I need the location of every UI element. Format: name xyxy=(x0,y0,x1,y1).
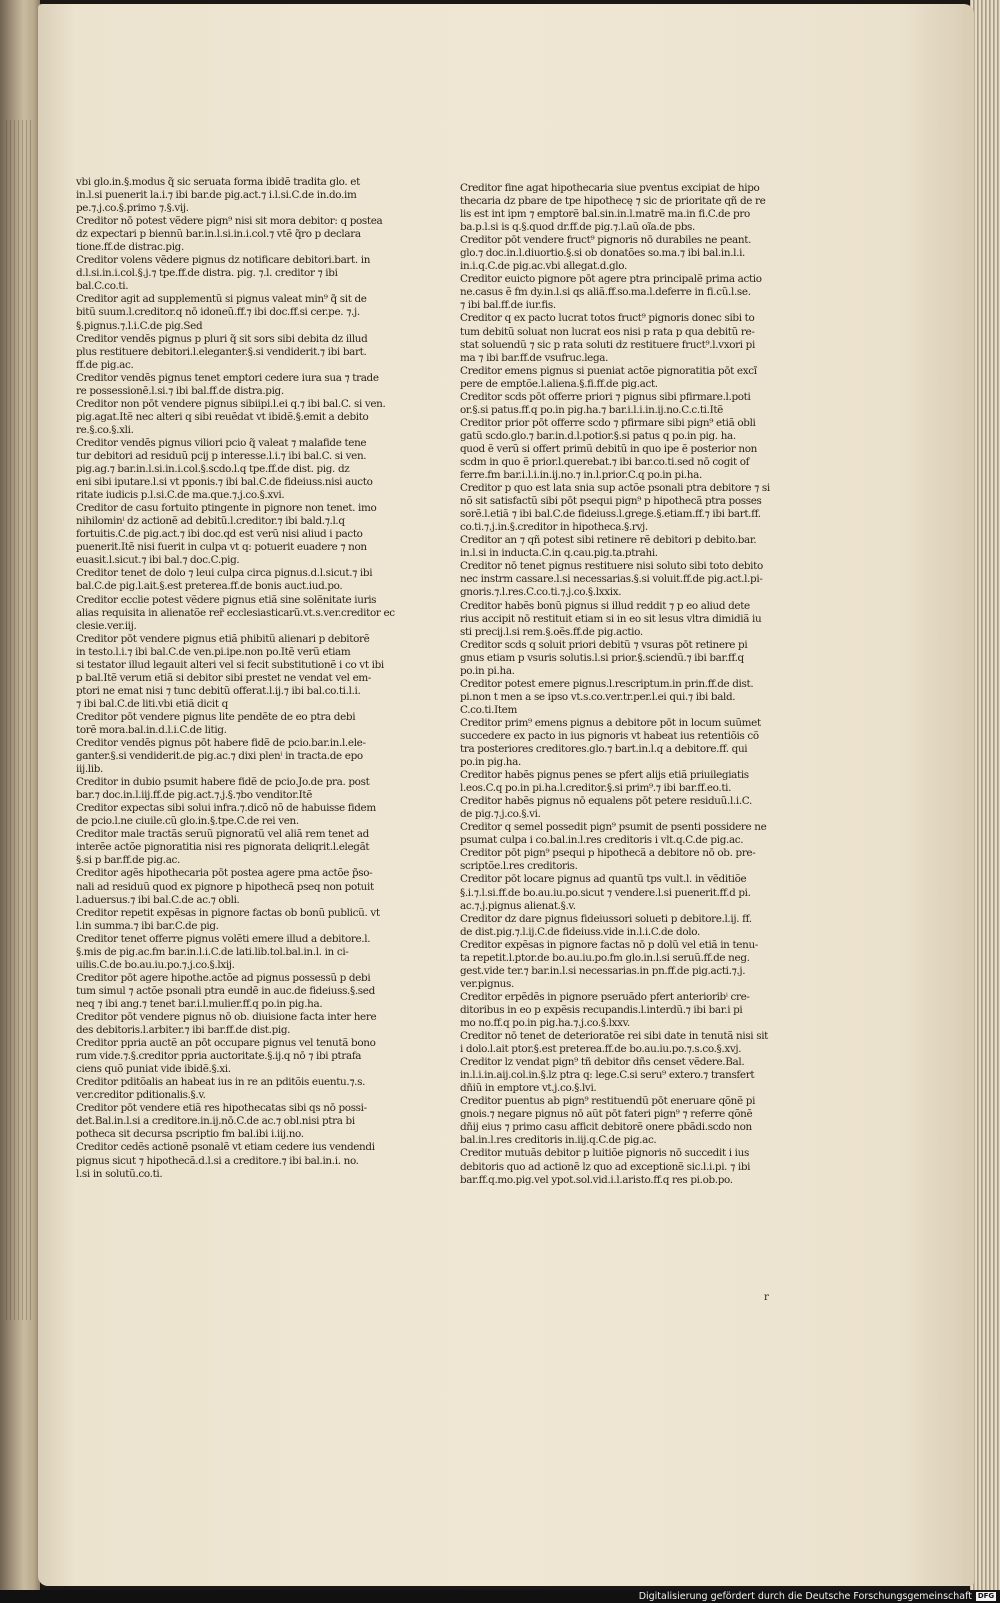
text-line: pe.⁊.j.co.§.primo ⁊.§.vij. xyxy=(76,202,189,215)
text-line: po.in pi.ha. xyxy=(460,664,515,677)
text-line: succedere ex pacto in ius pignoris vt habeat ius retentiõis cõ xyxy=(460,729,759,742)
text-line: quod ẽ verũ si offert primũ debitũ in quo ipe ẽ posterior non xyxy=(460,442,757,455)
text-line: l.in summa.⁊ ibi bar.C.de pig. xyxy=(76,919,219,932)
text-line: §.pignus.⁊.l.i.C.de pig.Sed xyxy=(76,319,203,332)
text-line: Creditor volens vẽdere pignus dz notificare debitori.bart. in xyxy=(76,254,371,267)
text-line: gatũ scdo.glo.⁊ bar.in.d.l.potior.§.si patus q po.in pig. ha. xyxy=(460,429,736,442)
text-line: Creditor vendẽs pignus viliori pcio q̃ valeat ⁊ malafide tene xyxy=(76,436,367,449)
text-line: re possessionẽ.l.si.⁊ ibi bal.ff.de distra.pig. xyxy=(76,384,284,397)
text-line: Creditor pōt vendere pignus lite pendẽte de eo ptra debi xyxy=(76,710,356,723)
text-line: de pcio.l.ne ciuile.cũ glo.in.§.tpe.C.de rei ven. xyxy=(76,815,299,828)
text-line: gest.vide ter.⁊ bar.in.l.si necessarias.in pn.ff.de pig.acti.⁊.j. xyxy=(460,964,746,977)
text-line: ba.p.l.si is q.§.quod dr.ff.de pig.⁊.l.aũ oĩa.de pbs. xyxy=(460,221,695,234)
text-line: bar.⁊ doc.in.l.iij.ff.de pig.act.⁊.j.§.⁊bo venditor.Itẽ xyxy=(76,789,313,802)
text-line: bal.C.co.ti. xyxy=(76,280,129,293)
text-line: Creditor an ⁊ qñ potest sibi retinere rẽ debitori p debito.bar. xyxy=(460,534,757,547)
text-line: lis est int ipm ⁊ emptorẽ bal.sin.in.l.matrẽ ma.in fi.C.de pro xyxy=(460,208,750,221)
text-line: ta repetit.l.ptor.de bo.au.iu.po.fm glo.in.l.si seruũ.ff.de neg. xyxy=(460,951,750,964)
text-line: in.l.si puenerit la.i.⁊ ibi bar.de pig.act.⁊ i.l.si.C.de in.do.im xyxy=(76,189,357,202)
text-line: Creditor agẽs hipothecaria pōt postea agere pma actõe p̃so- xyxy=(76,867,373,880)
text-line: l.eos.C.q po.in pi.ha.l.creditor.§.si prim⁹.⁊ ibi bar.ff.eo.ti. xyxy=(460,782,732,795)
text-line: ditoribus in eo p expẽsis recupandis.l.interdũ.⁊ ibi bar.i pi xyxy=(460,1003,743,1016)
text-line: Creditor nō tenet de deterioratõe rei sibi date in tenutã nisi sit xyxy=(460,1030,769,1043)
text-line: potheca sit decursa pscriptio fm bal.ibi i.iij.no. xyxy=(76,1128,304,1141)
book-binding xyxy=(0,0,40,1590)
text-line: thecaria dz pbare de tpe hipothecę ⁊ sic de prioritate qñ de re xyxy=(460,195,766,208)
text-line: Creditor nō tenet pignus restituere nisi soluto sibi toto debito xyxy=(460,560,763,573)
text-line: torẽ mora.bal.in.d.l.i.C.de litig. xyxy=(76,723,227,736)
text-line: alias requisita in alienatõe rer̃ ecclesiasticarũ.vt.s.ver.creditor ec xyxy=(76,606,395,619)
text-line: po.in pig.ha. xyxy=(460,756,521,769)
text-line: Creditor expẽsas in pignore factas nō p dolũ vel etiã in tenu- xyxy=(460,938,758,951)
text-line: glo.⁊ doc.in.l.diuortio.§.si ob donatões so.ma.⁊ ibi bal.in.l.i. xyxy=(460,247,746,260)
text-line: Creditor mutuãs debitor p luitiõe pignoris nō succedit i ius xyxy=(460,1147,749,1160)
text-line: in.i.q.C.de pig.ac.vbi allegat.d.glo. xyxy=(460,260,627,273)
text-line: tum debitũ soluat non lucrat eos nisi p rata p qua debitũ re- xyxy=(460,325,755,338)
text-line: tra posteriores creditores.glo.⁊ bart.in.l.q a debitore.ff. qui xyxy=(460,743,748,756)
text-line: ciens quõ puniat vide ibidẽ.§.xi. xyxy=(76,1063,231,1076)
text-line: Creditor pditõalis an habeat ius in re an pditõis euentu.⁊.s. xyxy=(76,1076,366,1089)
text-line: sorẽ.l.etiã ⁊ ibi bal.C.de fideiuss.l.grege.§.etiam.ff.⁊ ibi bart.ff. xyxy=(460,508,761,521)
text-line: Creditor vendẽs pignus p pluri q̃ sit sors sibi debita dz illud xyxy=(76,332,368,345)
text-line: ff.de pig.ac. xyxy=(76,358,134,371)
text-line: Creditor pōt vendere pignus nō ob. diuisione facta inter here xyxy=(76,1011,377,1023)
text-line: dz expectari p biennũ bar.in.l.si.in.i.col.⁊ vtẽ q̃ro p declara xyxy=(76,228,361,241)
text-line: Creditor cedẽs actionẽ psonalẽ vt etiam cedere ius vendendi xyxy=(76,1141,375,1154)
text-line: Creditor emens pignus si pueniat actõe pignoratitia pōt excĩ xyxy=(460,364,757,377)
text-line: ver.pignus. xyxy=(460,977,514,990)
text-line: tum simul ⁊ actõe psonali ptra eundẽ in auc.de fideiuss.§.sed xyxy=(76,984,375,997)
text-line: ne.casus ẽ fm dy.in.l.si qs aliã.ff.so.ma.l.deferre in fi.cũ.l.se. xyxy=(460,286,751,299)
text-line: Creditor scds q soluit priori debitũ ⁊ vsuras pōt retinere pi xyxy=(460,638,748,651)
text-line: Creditor pōt vendere fruct⁹ pignoris nō durabiles ne peant. xyxy=(460,234,752,247)
text-line: Creditor ecclie potest vẽdere pignus etiã sine solẽnitate iuris xyxy=(76,593,377,606)
text-line: dñiũ in emptore vt.j.co.§.lvi. xyxy=(460,1082,597,1095)
text-line: Creditor pōt agere hipothe.actõe ad pignus possessũ p debi xyxy=(76,971,371,984)
text-line: puenerit.Itẽ nisi fuerit in culpa vt q: potuerit euadere ⁊ non xyxy=(76,541,367,554)
text-line: ⁊ ibi bal.ff.de iur.fis. xyxy=(460,299,556,312)
text-line: Creditor tenet offerre pignus volẽti emere illud a debitore.l. xyxy=(76,932,371,945)
text-line: nõ sit satisfactũ sibi pōt psequi pign⁹ p hipothecã ptra posses xyxy=(460,495,762,508)
text-line: ac.⁊.j.pignus alienat.§.v. xyxy=(460,899,576,912)
text-line: de pig.⁊.j.co.§.vi. xyxy=(460,808,541,821)
text-line: neq ⁊ ibi ang.⁊ tenet bar.i.l.mulier.ff.q po.in pig.ha. xyxy=(76,997,323,1010)
text-line: in.l.i.in.aij.col.in.§.lz ptra q: lege.C.si seru⁹ extero.⁊ transfert xyxy=(460,1069,755,1082)
text-line: Creditor prior pōt offerre scdo ⁊ pfirmare sibi pign⁹ etiã obli xyxy=(460,416,756,429)
text-line: l.aduersus.⁊ ibi bal.C.de ac.⁊ obli. xyxy=(76,893,240,906)
text-line: tur debitori ad residuũ pcij p interesse.l.i.⁊ ibi bal.C. si ven. xyxy=(76,449,367,462)
text-line: ma ⁊ ibi bar.ff.de vsufruc.lega. xyxy=(460,351,609,364)
text-line: Creditor puentus ab pign⁹ restituendũ pōt eneruare qõnẽ pi xyxy=(460,1095,756,1108)
text-line: Creditor pōt vendere etiã res hipothecatas sibi qs nō possi- xyxy=(76,1102,367,1115)
text-line: Creditor erpẽdẽs in pignore pseruãdo pfert anterioribⁱ cre- xyxy=(460,990,750,1003)
text-line: nihilominⁱ dz actionẽ ad debitũ.l.creditor.⁊ ibi bald.⁊.l.q xyxy=(76,515,345,528)
text-line: Creditor repetit expẽsas in pignore factas ob bonũ publicũ. vt xyxy=(76,906,380,919)
text-line: debitoris quo ad actionẽ lz quo ad exceptionẽ sic.l.i.pi. ⁊ ibi xyxy=(460,1160,751,1173)
text-line: ptori ne emat nisi ⁊ tunc debitũ offerat.l.ij.⁊ ibi bal.co.ti.l.i. xyxy=(76,684,361,697)
text-line: Creditor habẽs pignus penes se pfert alijs etiã priuilegiatis xyxy=(460,769,749,782)
text-line: pig.agat.Itẽ nec alteri q sibi reuẽdat vt ibidẽ.§.emit a debito xyxy=(76,410,369,423)
text-line: clesie.ver.iij. xyxy=(76,619,137,632)
text-line: pig.ag.⁊ bar.in.l.si.in.i.col.§.scdo.l.q tpe.ff.de dist. pig. dz xyxy=(76,463,350,476)
text-line: bar.ff.q.mo.pig.vel ypot.sol.vid.i.l.aristo.ff.q res pi.ob.po. xyxy=(460,1173,733,1186)
text-line: Creditor vendẽs pignus pōt habere fidẽ de pcio.bar.in.l.ele- xyxy=(76,737,366,750)
text-line: Creditor lz vendat pign⁹ tñ debitor dñs censet vẽdere.Bal. xyxy=(460,1056,745,1069)
right-text-column xyxy=(460,182,808,1187)
text-line: gnus etiam p vsuris solutis.l.si prior.§.sciendũ.⁊ ibi bar.ff.q xyxy=(460,651,744,664)
text-line: §.i.⁊.l.si.ff.de bo.au.iu.po.sicut ⁊ vendere.l.si puenerit.ff.d pi. xyxy=(460,886,751,899)
text-line: Creditor potest emere pignus.l.rescriptum.in prin.ff.de dist. xyxy=(460,677,754,690)
text-line: rum vide.⁊.§.creditor ppria auctoritate.§.ij.q nō ⁊ ibi ptrafa xyxy=(76,1050,362,1063)
text-line: Creditor male tractãs seruũ pignoratũ vel aliã rem tenet ad xyxy=(76,828,369,841)
text-line: ritate iudicis p.l.si.C.de ma.que.⁊.j.co.§.xvi. xyxy=(76,489,285,502)
text-line: Creditor dz dare pignus fideiussori solueti p debitore.l.ij. ff. xyxy=(460,912,752,925)
text-line: det.Bal.in.l.si a creditore.in.ij.nō.C.de ac.⁊ obl.nisi ptra bi xyxy=(76,1115,355,1128)
text-line: in testo.l.i.⁊ ibi bal.C.de ven.pi.ipe.non po.Itẽ verũ etiam xyxy=(76,645,351,658)
text-line: Creditor de casu fortuito ptingente in pignore non tenet. imo xyxy=(76,502,377,515)
text-line: Creditor q semel possedit pign⁹ psumit de psenti possidere ne xyxy=(460,821,767,834)
text-line: tione.ff.de distrac.pig. xyxy=(76,241,184,254)
dfg-logo-icon: DFG xyxy=(977,1592,995,1600)
text-line: §.si p bar.ff.de pig.ac. xyxy=(76,854,180,867)
text-line: gnoris.⁊.l.res.C.co.ti.⁊.j.co.§.lxxix. xyxy=(460,586,622,599)
text-line: fortuitis.C.de pig.act.⁊ ibi doc.qd est verũ nisi aliud i pacto xyxy=(76,528,363,541)
footer-credit-text: Digitalisierung gefördert durch die Deutsche Forschungsgemeinschaft xyxy=(638,1591,972,1602)
text-line: Creditor ppria auctẽ an pōt occupare pignus vel tenutã bono xyxy=(76,1037,376,1050)
digitization-footer xyxy=(0,1590,1000,1603)
text-line: C.co.ti.Item xyxy=(460,703,517,716)
text-line: Creditor expectas sibi solui infra.⁊.dicõ nõ de habuisse fidem xyxy=(76,802,376,815)
text-line: Creditor tenet de dolo ⁊ leui culpa circa pignus.d.l.sicut.⁊ ibi xyxy=(76,567,373,580)
text-line: iij.lib. xyxy=(76,763,103,776)
text-line: Creditor scds pōt offerre priori ⁊ pignus sibi pfirmare.l.poti xyxy=(460,390,751,403)
text-line: Creditor fine agat hipothecaria siue pventus excipiat de hipo xyxy=(460,182,760,194)
text-line: Creditor non pōt vendere pignus sibiipi.l.ei q.⁊ ibi bal.C. si ven. xyxy=(76,397,386,410)
text-line: vbi glo.in.§.modus q̃ sic seruata forma ibidẽ tradita glo. et xyxy=(76,176,360,188)
text-line: ⁊ ibi bal.C.de liti.vbi etiã dicit q xyxy=(76,697,228,710)
text-line: euasit.l.sicut.⁊ ibi bal.⁊ doc.C.pig. xyxy=(76,554,240,567)
text-line: in.l.si in inducta.C.in q.cau.pig.ta.ptrahi. xyxy=(460,547,658,560)
text-line: p bal.Itẽ verum etiã si debitor sibi prestet ne vendat vel em- xyxy=(76,671,372,684)
text-line: Creditor pōt locare pignus ad quantũ tps vult.l. in vẽditiõe xyxy=(460,873,747,886)
text-line: ver.creditor pditionalis.§.v. xyxy=(76,1089,206,1102)
text-line: bal.in.l.res creditoris in.iij.q.C.de pig.ac. xyxy=(460,1134,657,1147)
text-line: Creditor prim⁹ emens pignus a debitore pōt in locum suũmet xyxy=(460,716,761,729)
text-line: or.§.si patus.ff.q po.in pig.ha.⁊ bar.i.l.i.in.ij.no.C.c.ti.Itẽ xyxy=(460,403,723,416)
text-line: bitũ suum.l.creditor.q nō idoneũ.ff.⁊ ibi doc.ff.si cer.pe. ⁊.j. xyxy=(76,306,360,319)
text-line: co.ti.⁊.j.in.§.creditor in hipotheca.§.rvj. xyxy=(460,521,648,534)
text-line: nec instrm cassare.l.si necessarias.§.si voluit.ff.de pig.act.l.pi- xyxy=(460,573,763,586)
text-line: eni sibi iputare.l.si vt pponis.⁊ ibi bal.C.de fideiuss.nisi aucto xyxy=(76,476,373,489)
text-line: pignus sicut ⁊ hipothecã.d.l.si a creditore.⁊ ibi bal.in.i. no. xyxy=(76,1154,359,1167)
text-line: interẽe actõe pignoratitia nisi res pignorata deliqrit.l.elegãt xyxy=(76,841,370,854)
text-line: des debitoris.l.arbiter.⁊ ibi bar.ff.de dist.pig. xyxy=(76,1024,291,1037)
text-line: scdm in quo ẽ prior.l.querebat.⁊ ibi bar.co.ti.sed nō cogit of xyxy=(460,455,750,468)
text-line: rius accipit nō restituit etiam si in eo sit lesus vltra dimidiã iu xyxy=(460,612,762,625)
text-line: Creditor habẽs pignus nō equalens pōt petere residuũ.l.i.C. xyxy=(460,795,752,808)
signature-mark: r xyxy=(764,1292,769,1303)
text-line: nali ad residuũ quod ex pignore p hipothecã pseq non potuit xyxy=(76,880,374,893)
text-line: stat soluendũ ⁊ sic p rata soluti dz restituere fruct⁹.l.vxori pi xyxy=(460,338,755,351)
text-line: plus restituere debitori.l.eleganter.§.si vendiderit.⁊ ibi bart. xyxy=(76,345,367,358)
text-line: pere de emptõe.l.aliena.§.fi.ff.de pig.act. xyxy=(460,377,658,390)
text-line: Creditor euicto pignore pōt agere ptra principalẽ prima actio xyxy=(460,273,762,286)
text-line: mo no.ff.q po.in pig.ha.⁊.j.co.§.lxxv. xyxy=(460,1017,630,1029)
text-line: i dolo.l.ait ptor.§.est preterea.ff.de bo.au.iu.po.⁊.s.co.§.xvj. xyxy=(460,1043,742,1056)
text-line: Creditor habẽs bonũ pignus si illud reddit ⁊ p eo aliud dete xyxy=(460,599,750,612)
text-line: Creditor in dubio psumit habere fidẽ de pcio.Jo.de pra. post xyxy=(76,776,370,789)
text-line: Creditor agit ad supplementũ si pignus valeat min⁹ q̃ sit de xyxy=(76,293,367,306)
text-line: bal.C.de pig.l.ait.§.est preterea.ff.de bonis auct.iud.po. xyxy=(76,580,343,593)
text-line: Creditor nō potest vẽdere pign⁹ nisi sit mora debitor: q postea xyxy=(76,215,383,228)
text-line: Creditor q ex pacto lucrat totos fruct⁹ pignoris donec sibi to xyxy=(460,312,755,325)
text-line: psumat culpa i co.bal.in.l.res creditoris i vlt.q.C.de pig.ac. xyxy=(460,834,744,847)
text-line: dñij eius ⁊ primo casu afficit debitorẽ onere pbãdi.scdo non xyxy=(460,1121,752,1134)
text-line: d.l.si.in.i.col.§.j.⁊ tpe.ff.de distra. pig. ⁊.l. creditor ⁊ ibi xyxy=(76,267,338,280)
text-line: si testator illud legauit alteri vel si fecit substitutionẽ i co vt ibi xyxy=(76,658,384,671)
stacked-page-edges xyxy=(970,0,1000,1590)
text-line: §.mis de pig.ac.fm bar.in.l.i.C.de lati.lib.tol.bal.in.l. in ci- xyxy=(76,945,349,958)
text-line: Creditor pōt vendere pignus etiã phibitũ alienari p debitorẽ xyxy=(76,632,370,645)
text-line: uilis.C.de bo.au.iu.po.⁊.j.co.§.lxij. xyxy=(76,958,235,971)
text-line: Creditor p quo est lata snia sup actõe psonali ptra debitore ⁊ si xyxy=(460,482,770,495)
left-text-column xyxy=(76,176,416,1181)
text-line: pi.non t men a se ipso vt.s.co.ver.tr.per.l.ei qui.⁊ ibi bald. xyxy=(460,690,736,703)
text-line: l.si in solutũ.co.ti. xyxy=(76,1167,163,1180)
text-line: Creditor vendẽs pignus tenet emptori cedere iura sua ⁊ trade xyxy=(76,371,379,384)
text-line: sti precij.l.si rem.§.oẽs.ff.de pig.actio. xyxy=(460,625,643,638)
book-page xyxy=(38,4,974,1586)
text-line: scriptõe.l.res creditoris. xyxy=(460,860,578,873)
text-line: gnois.⁊ negare pignus nō aũt pōt fateri pign⁹ ⁊ referre qõnẽ xyxy=(460,1108,753,1121)
text-line: ferre.fm bar.i.l.i.in.ij.no.⁊ in.l.prior.C.q po.in pi.ha. xyxy=(460,469,702,482)
text-line: Creditor pōt pign⁹ psequi p hipothecã a debitore nō ob. pre- xyxy=(460,847,756,860)
text-line: re.§.co.§.xli. xyxy=(76,423,134,436)
text-line: ganter.§.si vendiderit.de pig.ac.⁊ dixi plenⁱ in tracta.de epo xyxy=(76,750,363,763)
binding-page-edges xyxy=(6,120,32,1320)
text-line: de dist.pig.⁊.l.ij.C.de fideiuss.vide in.l.i.C.de dolo. xyxy=(460,925,700,938)
